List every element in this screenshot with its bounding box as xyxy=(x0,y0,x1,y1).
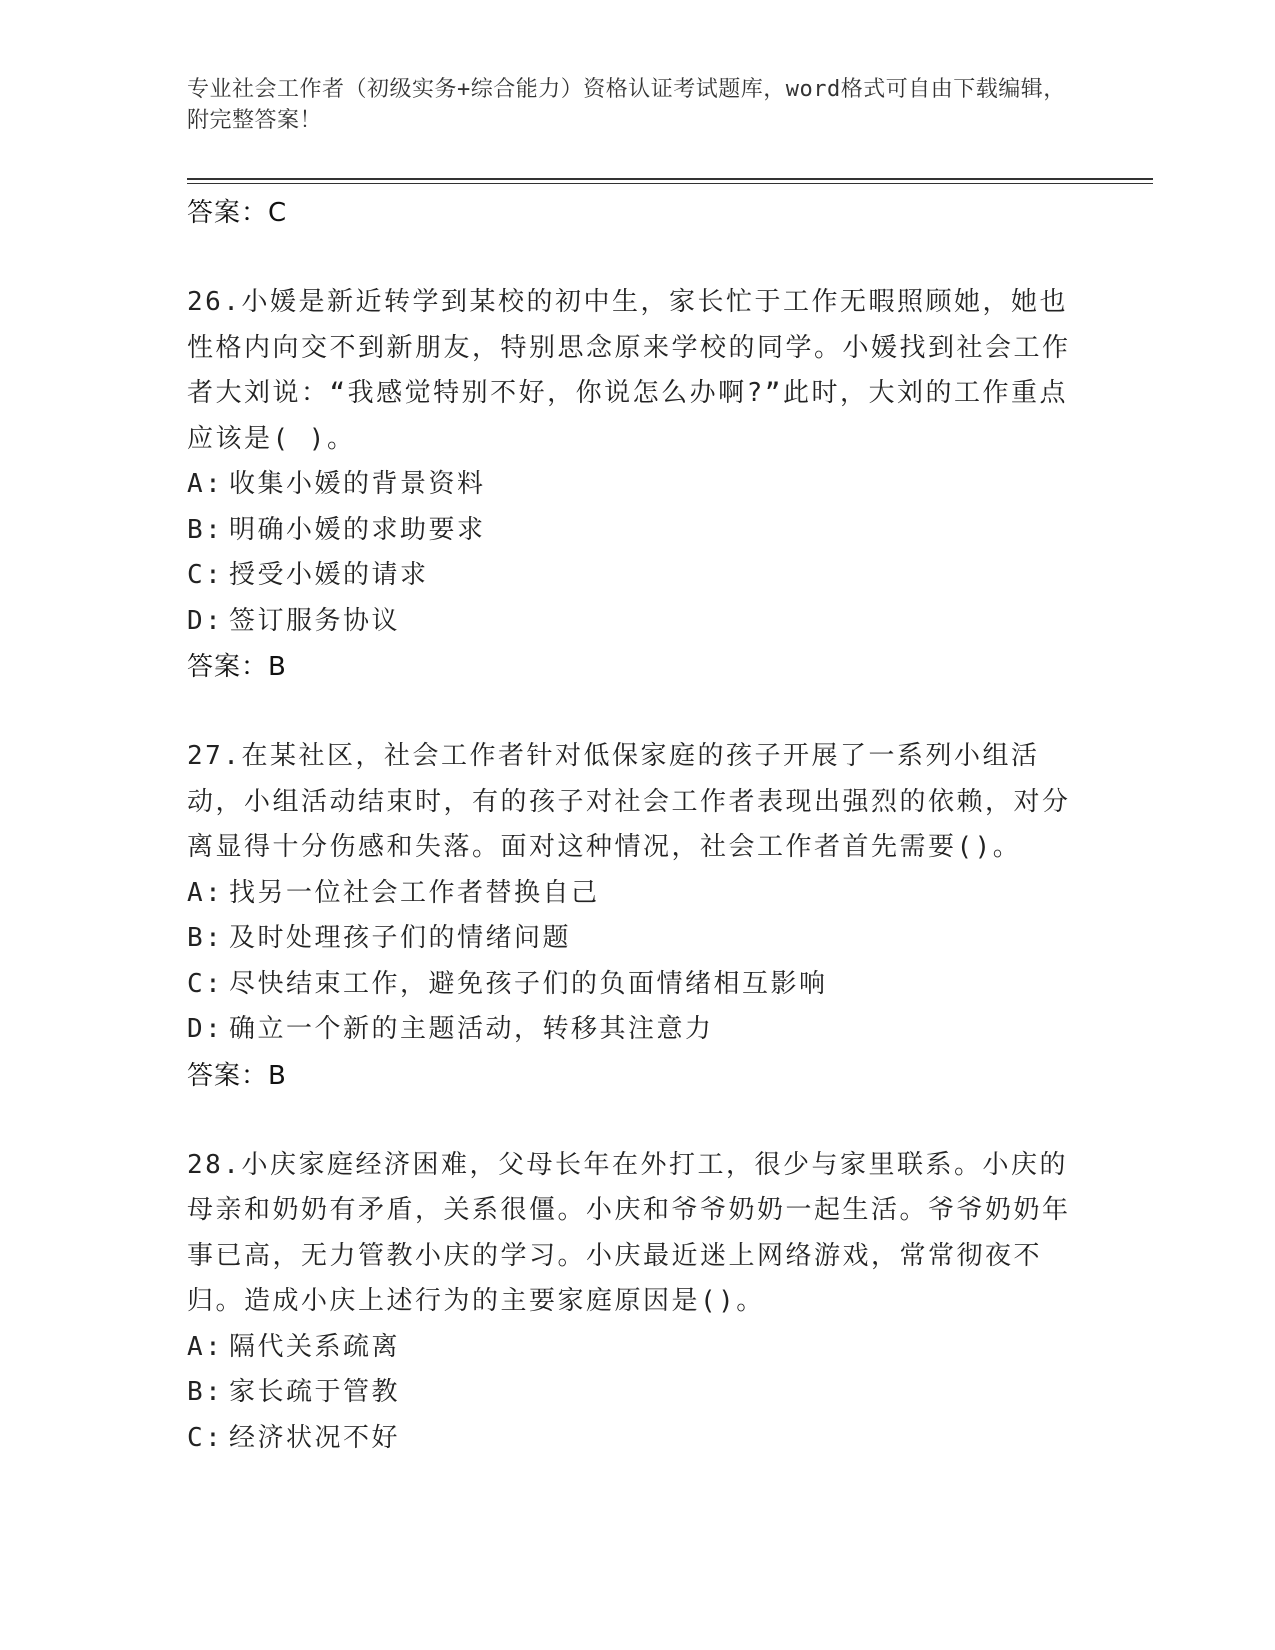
option-letter: D: xyxy=(187,1014,224,1044)
question-stem: 27.在某社区，社会工作者针对低保家庭的孩子开展了一系列小组活动，小组活动结束时，有的孩子对社会工作者表现出强烈的依赖，对分离显得十分伤感和失落。面对这种情况，社会工作者首先需要()。 xyxy=(187,741,1071,862)
option-a xyxy=(187,462,1087,508)
option-c xyxy=(187,962,1087,1008)
question-block xyxy=(187,1143,1087,1462)
header-divider-thick xyxy=(187,178,1153,180)
header-divider-thin xyxy=(187,183,1153,184)
answer-line: 答案：B xyxy=(187,652,287,682)
option-letter: D: xyxy=(187,605,224,636)
option-b xyxy=(187,508,1087,554)
option-text: 找另一位社会工作者替换自己 xyxy=(229,877,600,908)
answer-line: 答案：C xyxy=(187,198,288,228)
option-letter: C: xyxy=(187,968,224,999)
spacer xyxy=(187,690,1087,734)
option-b xyxy=(187,916,1087,962)
option-text: 隔代关系疏离 xyxy=(229,1331,401,1362)
question-stem: 28.小庆家庭经济困难，父母长年在外打工，很少与家里联系。小庆的母亲和奶奶有矛盾，关系很僵。小庆和爷爷奶奶一起生活。爷爷奶奶年事已高，无力管教小庆的学习。小庆最近迷上网络游戏，常常彻夜不归。造成小庆上述行为的主要家庭原因是()。 xyxy=(187,1149,1071,1316)
option-letter: B: xyxy=(187,923,224,953)
option-a xyxy=(187,1325,1087,1371)
option-text: 签订服务协议 xyxy=(229,605,401,636)
spacer xyxy=(187,1099,1087,1143)
option-letter: A: xyxy=(187,469,224,499)
answer-line: 答案：B xyxy=(187,1060,287,1091)
option-letter: A: xyxy=(187,1331,224,1362)
option-text: 明确小媛的求助要求 xyxy=(229,514,486,545)
option-text: 授受小媛的请求 xyxy=(229,560,429,590)
option-c xyxy=(187,1416,1087,1462)
option-letter: A: xyxy=(187,877,224,908)
page-header: 专业社会工作者（初级实务+综合能力）资格认证考试题库，word格式可自由下载编辑，附完整答案！ xyxy=(187,77,1066,133)
question-stem: 26.小媛是新近转学到某校的初中生，家长忙于工作无暇照顾她，她也性格内向交不到新朋友，特别思念原来学校的同学。小媛找到社会工作者大刘说：“我感觉特别不好，你说怎么办啊?”此时，大刘的工作重点应该是( )。 xyxy=(187,287,1071,454)
option-a xyxy=(187,871,1087,917)
option-d xyxy=(187,599,1087,645)
option-letter: C: xyxy=(187,560,224,590)
option-text: 家长疏于管教 xyxy=(229,1377,401,1407)
option-letter: C: xyxy=(187,1422,224,1453)
spacer xyxy=(187,236,1087,280)
option-text: 确立一个新的主题活动，转移其注意力 xyxy=(229,1014,714,1044)
option-text: 经济状况不好 xyxy=(229,1422,401,1453)
question-block xyxy=(187,280,1087,690)
question-content xyxy=(187,190,1087,1461)
option-text: 尽快结束工作，避免孩子们的负面情绪相互影响 xyxy=(229,968,828,999)
option-text: 收集小媛的背景资料 xyxy=(229,469,486,499)
question-block xyxy=(187,734,1087,1099)
option-letter: B: xyxy=(187,514,224,545)
option-d xyxy=(187,1007,1087,1053)
option-letter: B: xyxy=(187,1377,224,1407)
option-text: 及时处理孩子们的情绪问题 xyxy=(229,923,572,953)
option-c xyxy=(187,553,1087,599)
option-b xyxy=(187,1370,1087,1416)
